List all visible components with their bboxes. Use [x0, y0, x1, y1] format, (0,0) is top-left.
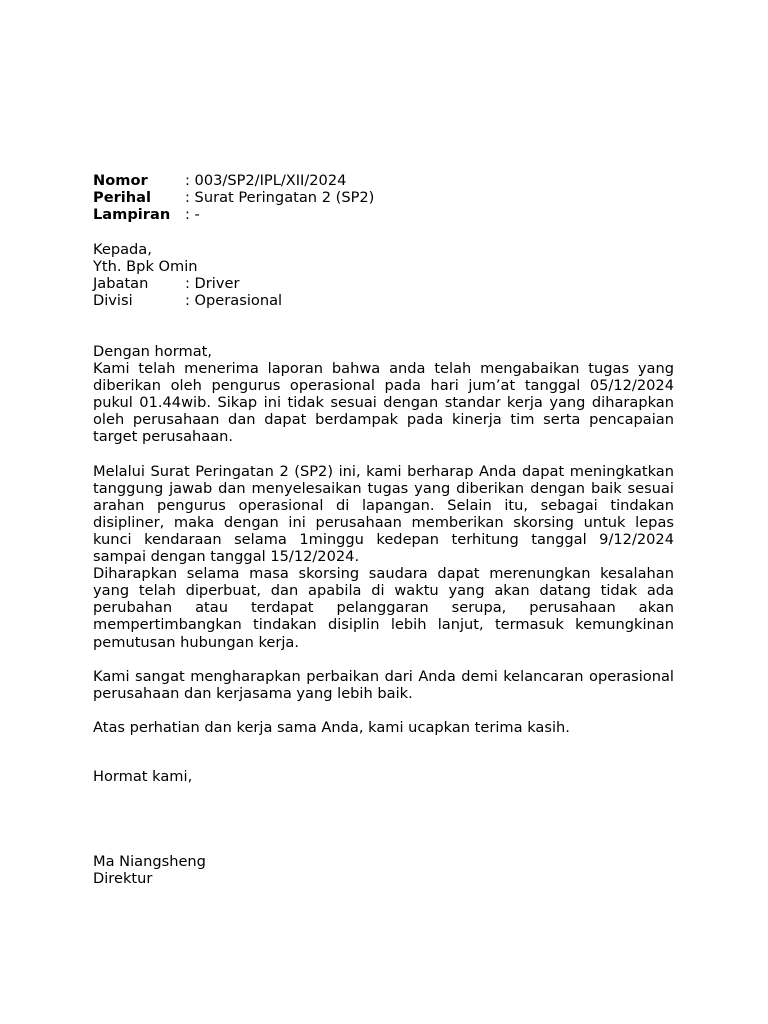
closing-phrase: Hormat kami, — [93, 768, 193, 785]
paragraph-thanks: Atas perhatian dan kerja sama Anda, kami ucapkan terima kasih. — [93, 718, 570, 736]
lampiran-row — [93, 206, 374, 223]
divisi-value: : Operasional — [185, 292, 283, 310]
jabatan-value: : Driver — [185, 275, 240, 293]
signature-block — [93, 853, 206, 887]
nomor-value: : 003/SP2/IPL/XII/2024 — [185, 172, 347, 189]
recipient-greeting: Kepada, — [93, 241, 152, 258]
signer-title: Direktur — [93, 870, 153, 888]
lampiran-value: : - — [185, 206, 200, 224]
signer-name: Ma Niangsheng — [93, 853, 206, 870]
nomor-row — [93, 172, 374, 189]
paragraph-consequence: Diharapkan selama masa skorsing saudara dapat merenungkan kesalahan yang telah diperbuat, dan apabila di waktu yang akan datang tidak ada perubahan atau terdapat pelanggaran serupa, perusahaan akan mempertimbangkan tindakan disiplin lebih lanjut, termasuk kemungkinan pemutusan hubungan kerja. — [93, 565, 674, 651]
divisi-label: Divisi — [93, 292, 133, 310]
perihal-value: : Surat Peringatan 2 (SP2) — [185, 189, 375, 207]
recipient-name: Yth. Bpk Omin — [93, 258, 198, 276]
letter-body — [93, 343, 674, 736]
perihal-label: Perihal — [93, 189, 152, 207]
perihal-row — [93, 189, 374, 206]
letter-header — [93, 172, 374, 223]
jabatan-label: Jabatan — [93, 275, 149, 293]
salutation: Dengan hormat, — [93, 343, 213, 360]
paragraph-report: Kami telah menerima laporan bahwa anda telah mengabaikan tugas yang diberikan oleh pengurus operasional pada hari jum’at tanggal 05/12/2024 pukul 01.44wib. Sikap ini tidak sesuai dengan standar kerja yang diharapkan oleh perusahaan dan dapat berdampak pada kinerja tim serta pencapaian target perusahaan. — [93, 360, 674, 446]
paragraph-warning: Melalui Surat Peringatan 2 (SP2) ini, kami berharap Anda dapat meningkatkan tanggung jawab dan menyelesaikan tugas yang diberikan dengan baik sesuai arahan pengurus operasional di lapangan. Selain itu, sebagai tindakan disipliner, maka dengan ini perusahaan memberikan skorsing untuk lepas kunci kendaraan selama 1minggu kedepan terhitung tanggal 9/12/2024 sampai dengan tanggal 15/12/2024. — [93, 462, 674, 566]
recipient-block — [93, 241, 282, 309]
nomor-label: Nomor — [93, 172, 148, 189]
jabatan-row — [93, 275, 282, 292]
divisi-row — [93, 292, 282, 309]
lampiran-label: Lampiran — [93, 206, 171, 224]
paragraph-expectation: Kami sangat mengharapkan perbaikan dari Anda demi kelancaran operasional perusahaan dan kerjasama yang lebih baik. — [93, 667, 674, 702]
